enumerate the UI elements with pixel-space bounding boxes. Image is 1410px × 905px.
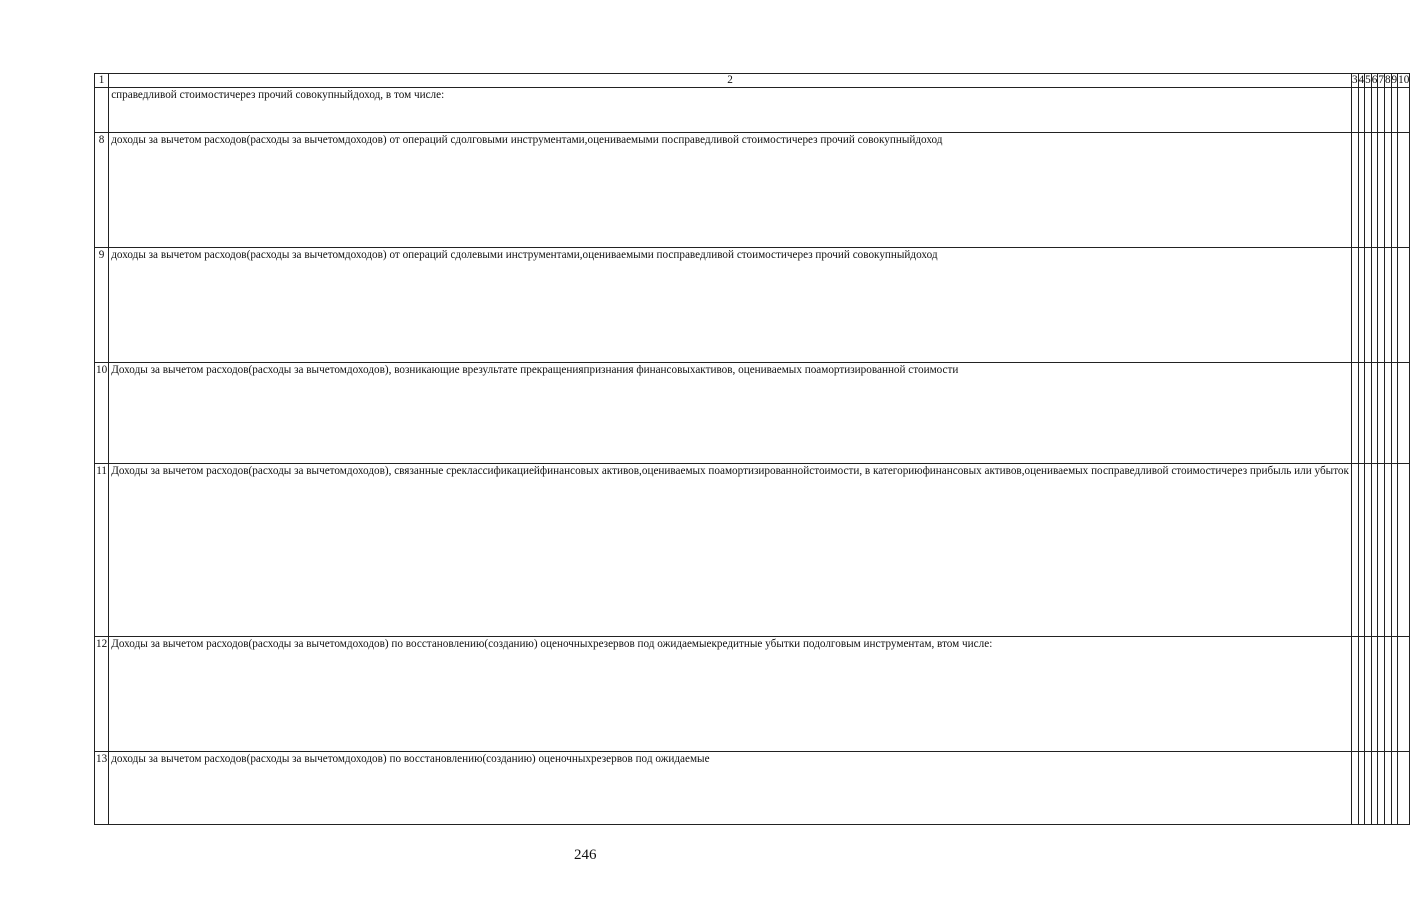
description-line: доходов), возникающие в <box>346 364 468 376</box>
description-line: оцениваемых по <box>1024 465 1103 477</box>
table-row <box>95 464 1410 637</box>
column-header: 8 <box>1384 74 1391 86</box>
value-cell <box>1371 637 1378 752</box>
value-cell <box>1365 133 1372 248</box>
value-cell <box>1365 464 1372 637</box>
value-cell <box>1371 133 1378 248</box>
description-line: доходов) по восстановлению <box>346 638 485 650</box>
description-line: доходов) по восстановлению <box>344 753 483 765</box>
value-cell <box>1358 248 1365 363</box>
value-cell <box>1358 133 1365 248</box>
description-line: доходов), связанные с <box>346 465 452 477</box>
value-cell <box>1351 133 1358 248</box>
value-cell <box>1378 637 1385 752</box>
value-cell <box>1391 752 1398 825</box>
value-cell <box>1358 88 1365 133</box>
value-cell <box>1365 752 1372 825</box>
description-line: (расходы за вычетом <box>248 465 347 477</box>
description-line: амортизированной <box>720 465 810 477</box>
value-cell <box>1358 464 1365 637</box>
value-cell <box>1378 464 1385 637</box>
column-header: 7 <box>1378 74 1384 86</box>
table-row <box>95 248 1410 363</box>
description-line: через прочий совокупный <box>229 89 354 101</box>
value-cell <box>1358 363 1365 464</box>
value-cell <box>1351 363 1358 464</box>
column-header: 1 <box>95 74 109 88</box>
row-number-cell: 13 <box>95 752 109 825</box>
table-row <box>95 752 1410 825</box>
value-cell <box>1378 133 1385 248</box>
row-number-cell <box>95 88 109 133</box>
column-header: 4 <box>1358 74 1365 86</box>
description-line: доходов) от операций с <box>344 134 456 146</box>
description-line: стоимости, в категорию <box>809 465 923 477</box>
table-row <box>95 133 1410 248</box>
row-description-cell <box>109 752 1352 825</box>
row-number-cell: 12 <box>95 637 109 752</box>
description-line: финансовых активов, <box>922 465 1025 477</box>
value-cell <box>1378 88 1385 133</box>
row-number-cell: 9 <box>95 248 109 363</box>
description-line: доходы за вычетом расходов <box>111 134 247 146</box>
row-description-cell <box>109 637 1352 752</box>
report-table <box>94 73 1410 825</box>
value-cell <box>1351 752 1358 825</box>
value-cell <box>1371 88 1378 133</box>
row-description-cell <box>109 464 1352 637</box>
value-cell <box>1365 248 1372 363</box>
value-cell <box>1365 88 1372 133</box>
table-row <box>95 88 1410 133</box>
value-cell <box>1371 248 1378 363</box>
description-line: доход, в том числе: <box>353 89 445 101</box>
description-line: (расходы за вычетом <box>246 753 345 765</box>
value-cell <box>1384 752 1391 825</box>
page-number: 246 <box>574 847 597 863</box>
description-line: Доходы за вычетом расходов <box>111 638 249 650</box>
row-description-cell <box>109 363 1352 464</box>
value-cell <box>1378 363 1385 464</box>
value-cell <box>1371 363 1378 464</box>
value-cell <box>1371 464 1378 637</box>
row-number-cell: 8 <box>95 133 109 248</box>
description-line: справедливой стоимости <box>1102 465 1222 477</box>
description-line: результате прекращения <box>467 364 584 376</box>
value-cell <box>1351 88 1358 133</box>
description-line: доходы за вычетом расходов <box>111 753 247 765</box>
description-line: Доходы за вычетом расходов <box>111 465 249 477</box>
value-cell <box>1351 248 1358 363</box>
description-line: через прочий совокупный <box>786 249 911 261</box>
description-line: (созданию) оценочных <box>484 638 593 650</box>
row-number-cell: 10 <box>95 363 109 464</box>
value-cell <box>1384 637 1391 752</box>
column-header: 3 <box>1351 74 1358 86</box>
value-cell <box>1398 752 1410 825</box>
value-cell <box>1398 248 1410 363</box>
description-line: через прибыль или убыток <box>1221 465 1349 477</box>
description-line: оцениваемыми по <box>582 249 669 261</box>
description-line: резервов под ожидаемые <box>592 638 712 650</box>
column-header: 5 <box>1365 74 1371 86</box>
description-line: через прочий совокупный <box>791 134 916 146</box>
report-table-body <box>95 74 1410 825</box>
description-line: (расходы за вычетом <box>248 638 347 650</box>
description-line: доходы за вычетом расходов <box>111 249 247 261</box>
value-cell <box>1358 752 1365 825</box>
table-row <box>95 363 1410 464</box>
value-cell <box>1384 88 1391 133</box>
value-cell <box>1384 248 1391 363</box>
value-cell <box>1365 637 1372 752</box>
column-header: 10 <box>1398 74 1410 86</box>
description-line: Доходы за вычетом расходов <box>111 364 249 376</box>
value-cell <box>1391 363 1398 464</box>
description-line: доход <box>910 249 938 261</box>
description-line: справедливой стоимости <box>668 249 787 261</box>
value-cell <box>1398 464 1410 637</box>
value-cell <box>1384 363 1391 464</box>
description-line: (расходы за вычетом <box>246 249 345 261</box>
value-cell <box>1398 133 1410 248</box>
description-line: долговыми инструментами, <box>455 134 588 146</box>
value-cell <box>1398 637 1410 752</box>
column-header: 6 <box>1371 74 1378 86</box>
description-line: справедливой стоимости <box>673 134 792 146</box>
description-line: амортизированной стоимости <box>816 364 959 376</box>
description-line: долевыми инструментами, <box>455 249 583 261</box>
row-description-cell <box>109 248 1352 363</box>
value-cell <box>1358 637 1365 752</box>
description-line: доход <box>915 134 943 146</box>
column-header: 9 <box>1391 74 1398 86</box>
value-cell <box>1371 752 1378 825</box>
value-cell <box>1378 248 1385 363</box>
description-line: долговым инструментам, в <box>814 638 943 650</box>
value-cell <box>1351 637 1358 752</box>
description-line: оцениваемыми по <box>587 134 674 146</box>
value-cell <box>1391 248 1398 363</box>
value-cell <box>1378 752 1385 825</box>
column-header: 2 <box>109 74 1352 88</box>
value-cell <box>1391 464 1398 637</box>
description-line: (расходы за вычетом <box>248 364 347 376</box>
description-line: справедливой стоимости <box>111 89 230 101</box>
description-line: резервов под ожидаемые <box>591 753 710 765</box>
description-line: финансовых активов, <box>539 465 642 477</box>
value-cell <box>1384 464 1391 637</box>
description-line: (расходы за вычетом <box>246 134 345 146</box>
description-line: признания финансовых <box>583 364 696 376</box>
value-cell <box>1351 464 1358 637</box>
row-description-cell <box>109 88 1352 133</box>
value-cell <box>1391 637 1398 752</box>
value-cell <box>1398 88 1410 133</box>
row-number-cell: 11 <box>95 464 109 637</box>
value-cell <box>1365 363 1372 464</box>
description-line: оцениваемых по <box>641 465 721 477</box>
description-line: том числе: <box>942 638 993 650</box>
value-cell <box>1398 363 1410 464</box>
description-line: (созданию) оценочных <box>482 753 592 765</box>
value-cell <box>1391 133 1398 248</box>
description-line: доходов) от операций с <box>344 249 456 261</box>
value-cell <box>1391 88 1398 133</box>
table-header-row <box>95 74 1410 88</box>
description-line: активов, оцениваемых по <box>695 364 817 376</box>
description-line: реклассификацией <box>451 465 540 477</box>
row-description-cell <box>109 133 1352 248</box>
table-row <box>95 637 1410 752</box>
value-cell <box>1384 133 1391 248</box>
description-line: кредитные убытки по <box>711 638 815 650</box>
